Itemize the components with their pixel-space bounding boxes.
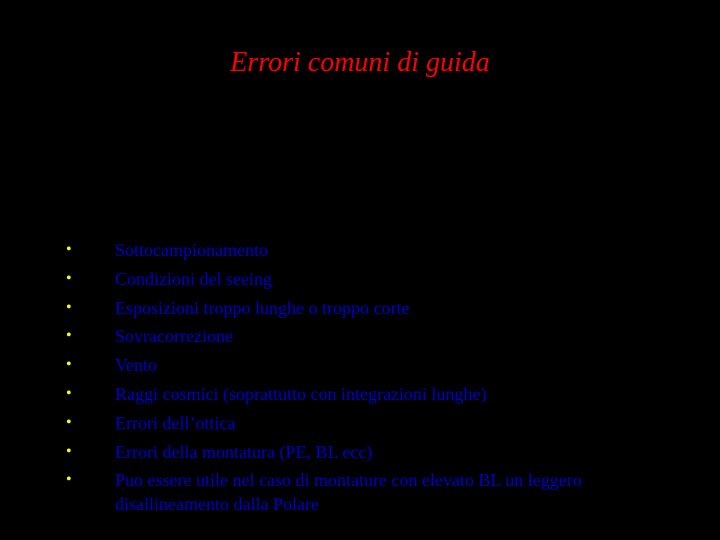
bullet-item — [0, 440, 720, 464]
bullet-item — [0, 267, 720, 291]
bullet-icon: • — [66, 356, 72, 374]
bullet-item — [0, 353, 720, 377]
bullet-text: Sottocampionamento — [115, 240, 268, 260]
bullet-text: Errori dell’ottica — [115, 412, 236, 433]
bullet-text: Raggi cosmici (soprattutto con integrazioni lunghe) — [115, 383, 487, 404]
bullet-icon: • — [66, 298, 72, 316]
slide-title: Errori comuni di guida — [230, 47, 490, 78]
bullet-icon: • — [66, 471, 72, 489]
bullet-text: Sovracorrezione — [115, 326, 233, 347]
bullet-text: Vento — [115, 355, 157, 376]
bullet-text: Puo essere utile nel caso di montature con elevato BL un leggero disallineamento dalla Polare — [115, 470, 582, 515]
bullet-text: Errori della montatura (PE, BL ecc) — [115, 441, 373, 462]
bullet-item — [0, 411, 720, 435]
bullet-text: Condizioni del seeing — [115, 268, 272, 289]
bullet-item — [0, 468, 720, 516]
bullet-list — [0, 238, 720, 521]
bullet-item — [0, 238, 720, 262]
bullet-icon: • — [66, 442, 72, 460]
bullet-icon: • — [66, 384, 72, 402]
bullet-item — [0, 296, 720, 320]
bullet-icon: • — [66, 241, 72, 258]
bullet-item — [0, 324, 720, 348]
bullet-icon: • — [66, 269, 72, 287]
bullet-item — [0, 382, 720, 406]
bullet-icon: • — [66, 327, 72, 345]
bullet-icon: • — [66, 413, 72, 431]
bullet-text: Esposizioni troppo lunghe o troppo corte — [115, 297, 410, 318]
